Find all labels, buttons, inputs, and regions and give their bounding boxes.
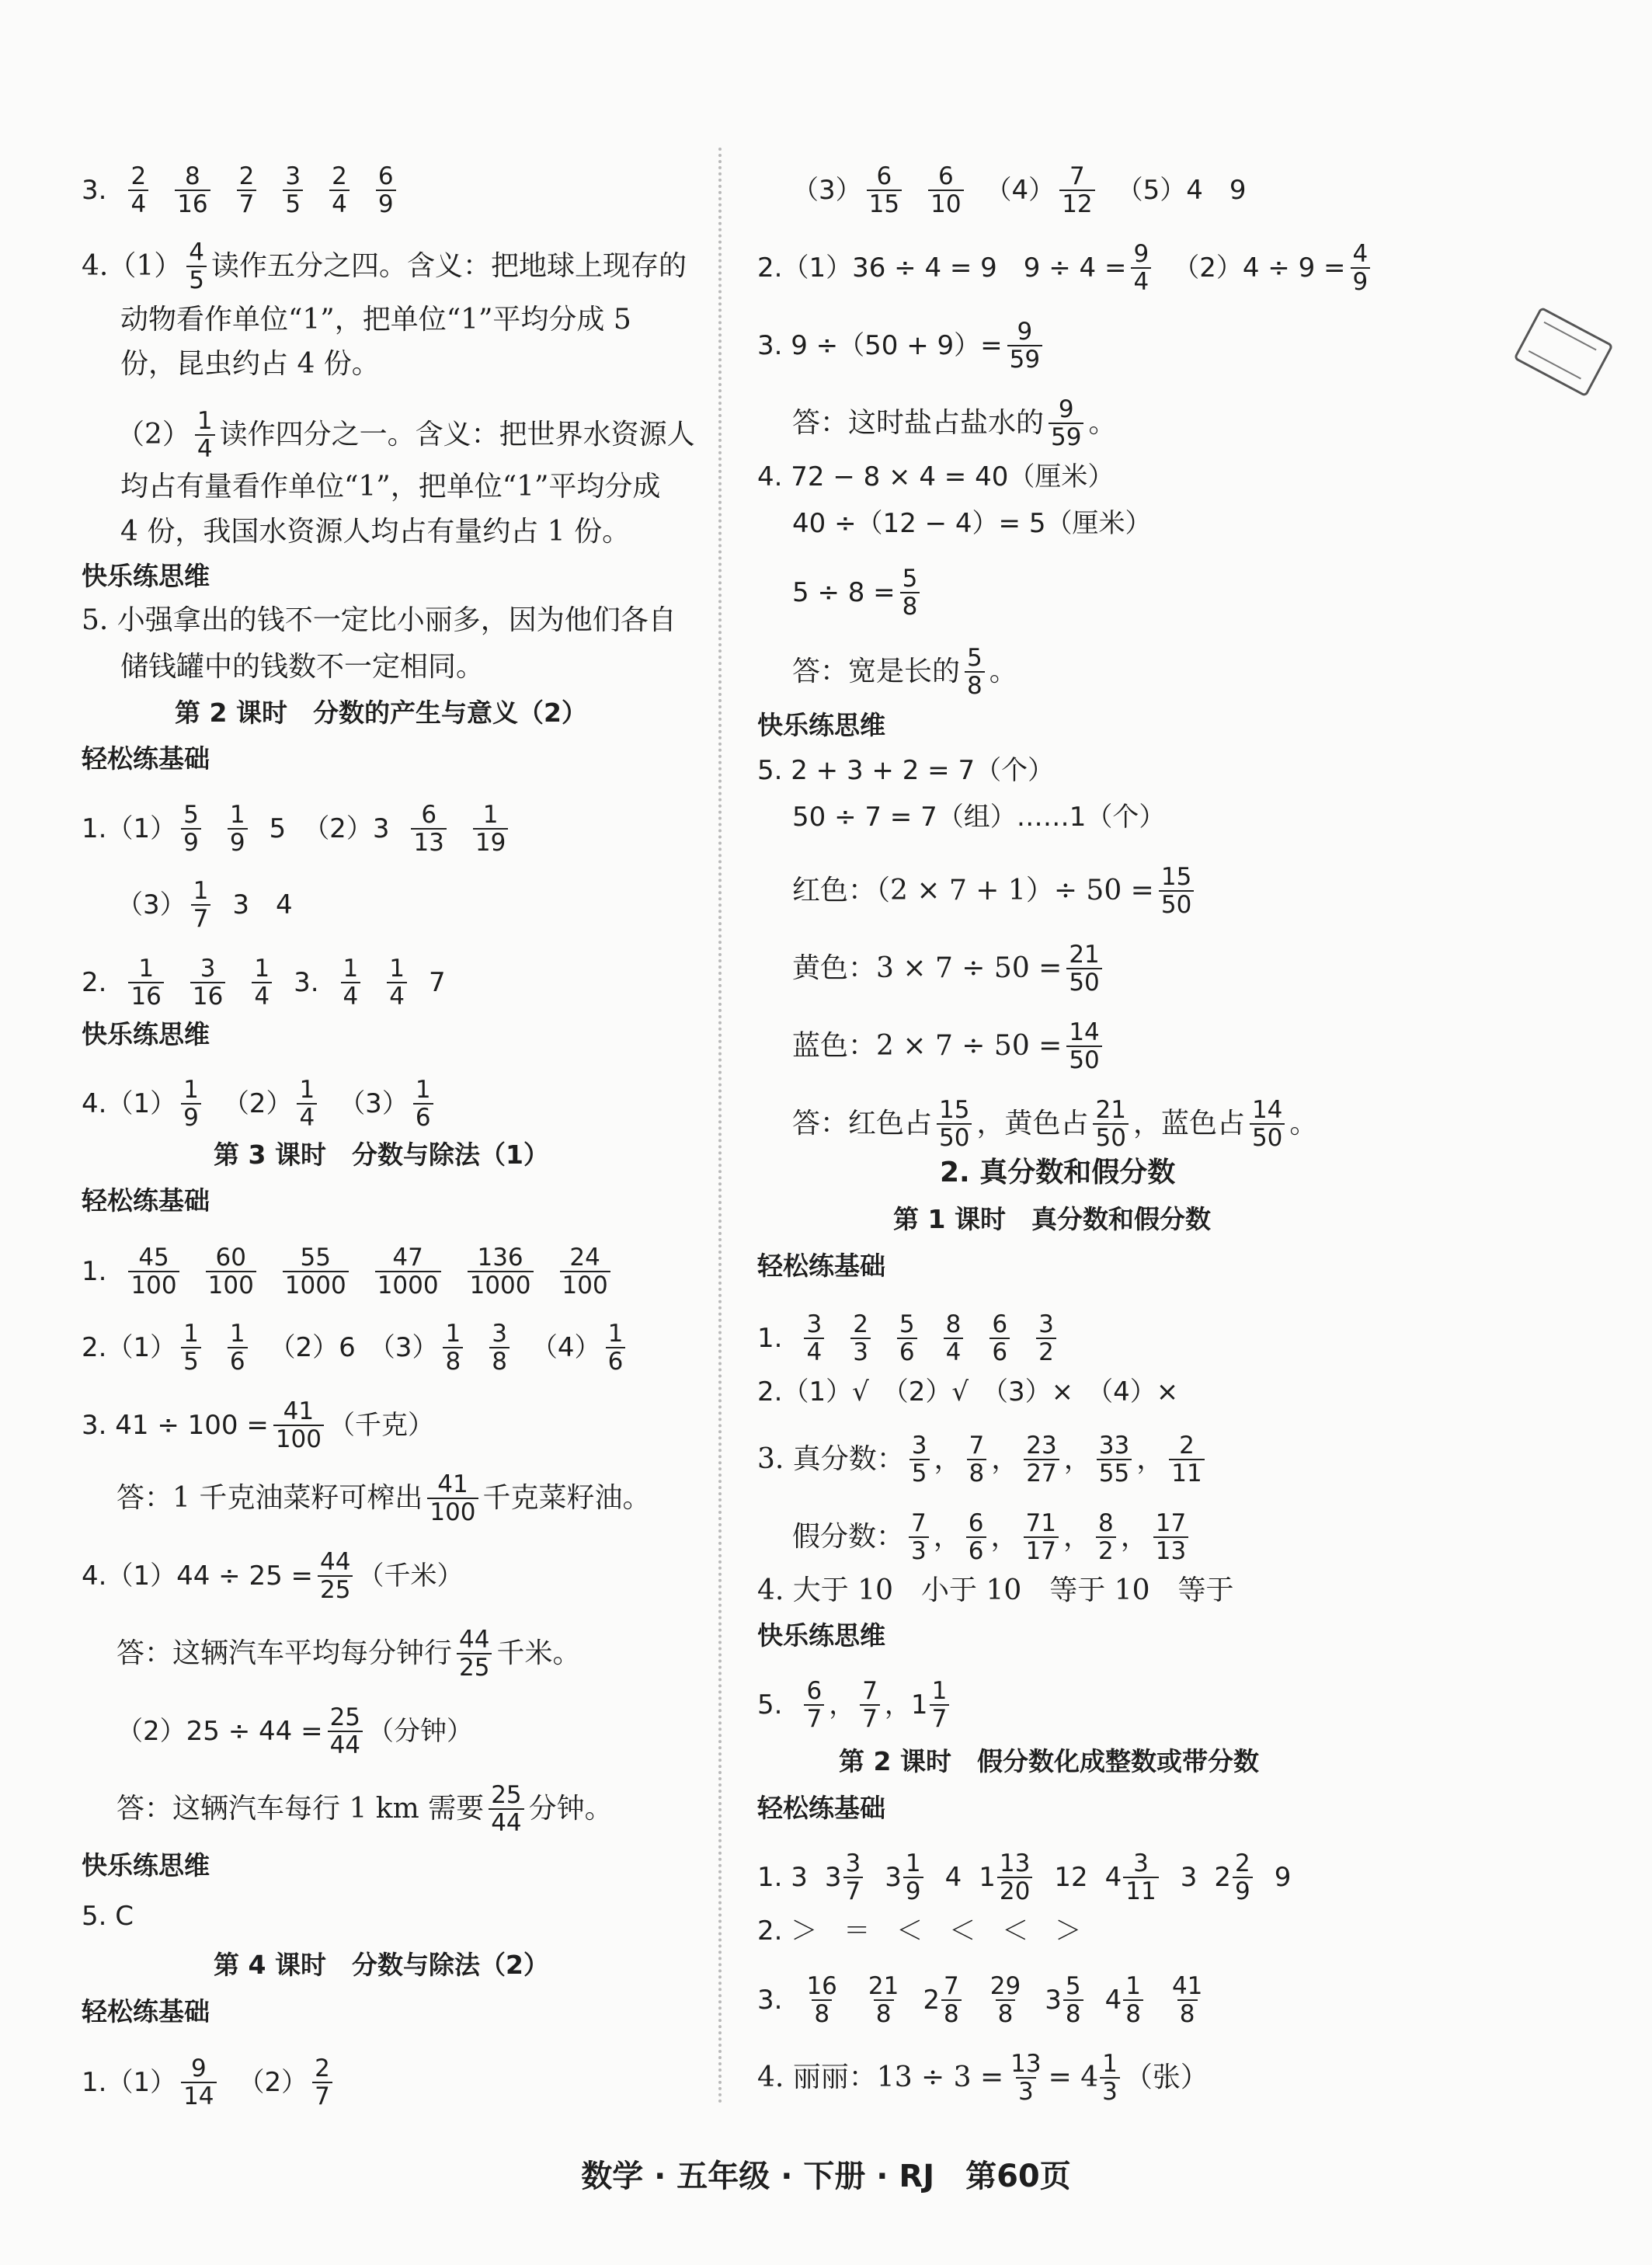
- fraction: 4 5: [186, 239, 207, 294]
- fraction: 47 1000: [375, 1244, 441, 1299]
- fraction: 23 27: [1024, 1432, 1059, 1487]
- fraction: 3 2: [1036, 1311, 1056, 1366]
- fraction: 3 5: [283, 163, 303, 217]
- fraction: 8 16: [175, 163, 210, 217]
- answer-3: 3. 41 ÷ 100 = $\frac{41}{100}$ （千克）: [82, 1397, 434, 1453]
- answer-1: 1. 45 100 60 100 55 1000 47 1000 136 1000 24 100: [82, 1244, 615, 1299]
- section-heading: 快乐练思维: [82, 1850, 210, 1881]
- answer-line: 答：1 千克油菜籽可榨出 41 100 千克菜籽油。: [117, 1470, 651, 1526]
- section-heading: 快乐练思维: [757, 1620, 885, 1651]
- fraction: 21 8: [868, 1972, 899, 2028]
- fraction: 1 4: [297, 1077, 317, 1131]
- fraction: $\frac{15}{50}$: [1159, 864, 1194, 918]
- answer-3: （3） 6 15 6 10 （4） 7 12 （5）4 9: [792, 162, 1247, 218]
- section-heading: 轻松练基础: [82, 743, 210, 774]
- fraction: 7 8: [941, 1973, 962, 2027]
- text-line: 份，昆虫约占 4 份。: [120, 348, 380, 380]
- answer-4: 4.（1）44 ÷ 25 = $\frac{44}{25}$ （千米）: [82, 1548, 464, 1604]
- answer-4: 4. 72 − 8 × 4 = 40（厘米）: [757, 461, 1115, 492]
- fraction: 2 3: [850, 1311, 871, 1366]
- fraction: $\frac{13}{3}$: [1010, 2050, 1042, 2106]
- answer-1: 1.（1） 5 9 1 9 5 （2）3 6 13 1 19: [82, 802, 513, 856]
- fraction: 5 9: [181, 802, 201, 856]
- answer-1: 1. 3 4 2 3 5 6 8 4 6 6 3 2: [757, 1311, 1061, 1366]
- answer-2: 2. ＞ ＝ ＜ ＜ ＜ ＞: [757, 1915, 1082, 1947]
- fraction: $\frac{4}{9}$: [1351, 241, 1371, 295]
- fraction: 3 16: [190, 955, 225, 1010]
- answer-3: 3. 2 4 8 16 2 7 3 5 2 4 6 9: [82, 163, 401, 217]
- fraction: 1 19: [473, 802, 508, 856]
- fraction: 1 6: [413, 1077, 433, 1131]
- section-heading: 快乐练思维: [82, 561, 210, 591]
- fraction: $\frac{21}{50}$: [1066, 941, 1101, 996]
- fraction: 1 9: [903, 1850, 923, 1905]
- fraction: 3 8: [489, 1320, 510, 1375]
- fraction: 1 8: [443, 1320, 463, 1375]
- fraction: 6 6: [966, 1510, 986, 1564]
- text-line: 均占有量看作单位“1”，把单位“1”平均分成: [120, 471, 661, 503]
- fraction: 13 20: [997, 1850, 1032, 1905]
- answer-line: 答：这时盐占盐水的 9 59 。: [792, 395, 1117, 451]
- fraction: 5 8: [965, 645, 985, 699]
- lesson-title: 第 2 课时 分数的产生与意义（2）: [175, 698, 587, 728]
- fraction: 1 6: [606, 1320, 626, 1375]
- fraction: 25 44: [489, 1782, 523, 1836]
- fraction: 16 8: [806, 1972, 837, 2028]
- fraction: $\frac{5}{8}$: [900, 565, 920, 620]
- fraction: 41 100: [427, 1471, 478, 1526]
- page-footer: 数学 · 五年级 · 下册 · RJ 第60页: [581, 2159, 1071, 2194]
- section-heading: 快乐练思维: [757, 710, 885, 740]
- lesson-title: 第 4 课时 分数与除法（2）: [214, 1950, 549, 1980]
- fraction: 5 6: [897, 1311, 917, 1366]
- lesson-title: 第 2 课时 假分数化成整数或带分数: [839, 1746, 1259, 1776]
- answer-4: 4.（1） 1 9 （2） 1 4 （3） 1 6: [82, 1077, 438, 1131]
- fraction: 8 2: [1096, 1510, 1116, 1564]
- fraction: 1 4: [252, 955, 272, 1010]
- section-heading: 轻松练基础: [82, 1996, 210, 2027]
- answer-3: 3. 16 8 21 8 2 7 8 29 8 3 5 8 4 1 8 41 8: [757, 1973, 1209, 2027]
- fraction: 14 50: [1250, 1097, 1285, 1151]
- fraction: $\frac{44}{25}$: [318, 1549, 353, 1603]
- fraction: 1 3: [1100, 2051, 1120, 2105]
- answer-2: 2.（1）√ （2）√ （3）× （4）×: [757, 1376, 1179, 1407]
- fraction: 41 8: [1171, 1972, 1203, 2028]
- fraction: 17 13: [1153, 1510, 1188, 1564]
- section-heading: 轻松练基础: [82, 1185, 210, 1216]
- fraction: 1 6: [228, 1320, 248, 1375]
- stamp-icon: [1513, 307, 1613, 398]
- fraction: 1 7: [191, 878, 211, 932]
- fraction: 2 4: [128, 163, 148, 217]
- fraction: 7 3: [909, 1510, 929, 1564]
- calc-line: 50 ÷ 7 = 7（组）……1（个）: [792, 802, 1166, 833]
- fraction: 1 9: [228, 802, 248, 856]
- fraction: 24 100: [560, 1244, 610, 1299]
- answer-4-1: 4.（1） 4 5 读作五分之四。含义：把地球上现存的: [82, 238, 687, 294]
- fraction: 15 50: [937, 1097, 972, 1151]
- fraction: 33 55: [1097, 1432, 1132, 1487]
- answer-5: 5. 小强拿出的钱不一定比小丽多，因为他们各自: [82, 604, 676, 636]
- fraction: 6 13: [411, 802, 446, 856]
- fraction: 1 4: [195, 408, 215, 462]
- fraction: 2 11: [1169, 1432, 1204, 1487]
- fraction: $\frac{41}{100}$: [273, 1398, 324, 1453]
- section-heading: 轻松练基础: [757, 1251, 885, 1281]
- fraction: 21 50: [1093, 1097, 1128, 1151]
- answer-1: 1.（1） 9 14 （2） 2 7: [82, 2055, 337, 2110]
- fraction: 2 7: [312, 2055, 332, 2110]
- answer-5: 5. 2 + 3 + 2 = 7（个）: [757, 755, 1055, 786]
- text-line: 4 份，我国水资源人均占有量约占 1 份。: [120, 516, 631, 548]
- fraction: 7 7: [860, 1678, 880, 1732]
- answer-4: 4. 大于 10 小于 10 等于 10 等于: [757, 1574, 1234, 1606]
- fraction: 60 100: [206, 1244, 256, 1299]
- fraction: 9 59: [1049, 396, 1083, 451]
- fraction: 29 8: [989, 1972, 1021, 2028]
- answer-line: 答：红色占 15 50 ，黄色占 21 50 ，蓝色占 14 50 。: [792, 1096, 1318, 1152]
- fraction: 1 7: [930, 1678, 950, 1732]
- fraction: 2 7: [237, 163, 257, 217]
- lesson-title: 第 1 课时 真分数和假分数: [893, 1204, 1211, 1234]
- chapter-title: 2. 真分数和假分数: [940, 1157, 1176, 1188]
- answer-1-3: （3） 1 7 3 4: [117, 877, 293, 933]
- fraction: 1 5: [181, 1320, 201, 1375]
- answer-5: 5. C: [82, 1901, 134, 1932]
- section-heading: 快乐练思维: [82, 1019, 210, 1049]
- answer-4: 4. 丽丽：13 ÷ 3 = $\frac{13}{3}$ = 4 1 3 （张）: [757, 2050, 1209, 2106]
- fraction: 44 25: [457, 1627, 492, 1681]
- fraction: 45 100: [128, 1244, 179, 1299]
- fraction: 6 10: [928, 163, 963, 217]
- answer-2-3: 2. 1 16 3 16 1 4 3. 1 4 1 4 7: [82, 955, 446, 1011]
- fraction: $\frac{9}{59}$: [1007, 318, 1042, 373]
- answer-3: 3. 真分数： 3 5 ， 7 8 ， 23 27 ， 33 55 ， 2 11: [757, 1432, 1209, 1487]
- fraction: 7 12: [1059, 163, 1094, 217]
- fraction: 6 6: [989, 1311, 1010, 1366]
- fraction: 3 5: [909, 1432, 930, 1487]
- column-divider: [718, 148, 722, 2105]
- fraction: 5 8: [1063, 1973, 1083, 2027]
- fraction: 136 1000: [468, 1244, 534, 1299]
- fraction: 2 4: [329, 163, 350, 217]
- fraction: 6 9: [376, 163, 396, 217]
- fraction: 1 16: [128, 955, 163, 1010]
- fraction: 3 7: [843, 1850, 864, 1905]
- section-heading: 轻松练基础: [757, 1793, 885, 1823]
- fraction: 3 4: [804, 1311, 824, 1366]
- answer-5: 5. 6 7 ， 7 7 ， 1 1 7: [757, 1678, 954, 1732]
- lesson-title: 第 3 课时 分数与除法（1）: [214, 1139, 549, 1170]
- answer-2: 2.（1） 1 5 1 6 （2）6 （3） 1 8 3 8 （4） 1 6: [82, 1320, 630, 1375]
- answer-1: 1. 3 3 3 7 3 1 9 4 1 13 20 12 4 3 11 3 2 2 9 9: [757, 1849, 1292, 1905]
- answer-3: 3. 9 ÷（50 + 9）= $\frac{9}{59}$: [757, 318, 1047, 373]
- answer-line: 答：这辆汽车平均每分钟行 44 25 千米。: [117, 1626, 581, 1682]
- fraction: 8 4: [944, 1311, 964, 1366]
- fraction: 6 15: [867, 163, 902, 217]
- calc-line: 蓝色：2 × 7 ÷ 50 = $\frac{14}{50}$: [792, 1019, 1107, 1073]
- fraction: 3 11: [1123, 1850, 1158, 1905]
- fraction: 9 14: [181, 2055, 216, 2110]
- fraction: $\frac{14}{50}$: [1066, 1019, 1101, 1073]
- fraction: 2 9: [1233, 1850, 1253, 1905]
- calc-line: 40 ÷（12 − 4）= 5（厘米）: [792, 508, 1152, 539]
- answer-4-2: （2） 1 4 读作四分之一。含义：把世界水资源人: [117, 407, 695, 463]
- calc-line: 红色：（2 × 7 + 1）÷ 50 = $\frac{15}{50}$: [792, 864, 1198, 918]
- answer-2: 2.（1）36 ÷ 4 = 9 9 ÷ 4 = $\frac{9}{4}$ （2）4 ÷ 9 = $\frac{4}{9}$: [757, 241, 1375, 295]
- text-line: 储钱罐中的钱数不一定相同。: [120, 651, 485, 683]
- text-line: 动物看作单位“1”，把单位“1”平均分成 5: [120, 304, 631, 336]
- fraction: 6 7: [804, 1678, 824, 1732]
- answer-3-improper: 假分数： 7 3 ， 6 6 ， 71 17 ， 8 2 ， 17 13: [792, 1510, 1193, 1564]
- fraction: 1 8: [1123, 1973, 1143, 2027]
- fraction: 1 4: [387, 955, 407, 1010]
- answer-line: 答：这辆汽车每行 1 km 需要 25 44 分钟。: [117, 1781, 613, 1837]
- answer-4-2: （2）25 ÷ 44 = $\frac{25}{44}$ （分钟）: [117, 1703, 474, 1759]
- answer-line: 答：宽是长的 5 8 。: [792, 644, 1017, 700]
- fraction: 7 8: [967, 1432, 987, 1487]
- fraction: 1 4: [341, 955, 361, 1010]
- fraction: 55 1000: [283, 1244, 349, 1299]
- fraction: 1 9: [181, 1077, 201, 1131]
- fraction: 71 17: [1024, 1510, 1059, 1564]
- fraction: $\frac{25}{44}$: [328, 1704, 363, 1759]
- fraction: $\frac{9}{4}$: [1131, 241, 1151, 295]
- calc-line: 5 ÷ 8 = $\frac{5}{8}$: [792, 565, 924, 620]
- calc-line: 黄色：3 × 7 ÷ 50 = $\frac{21}{50}$: [792, 941, 1107, 996]
